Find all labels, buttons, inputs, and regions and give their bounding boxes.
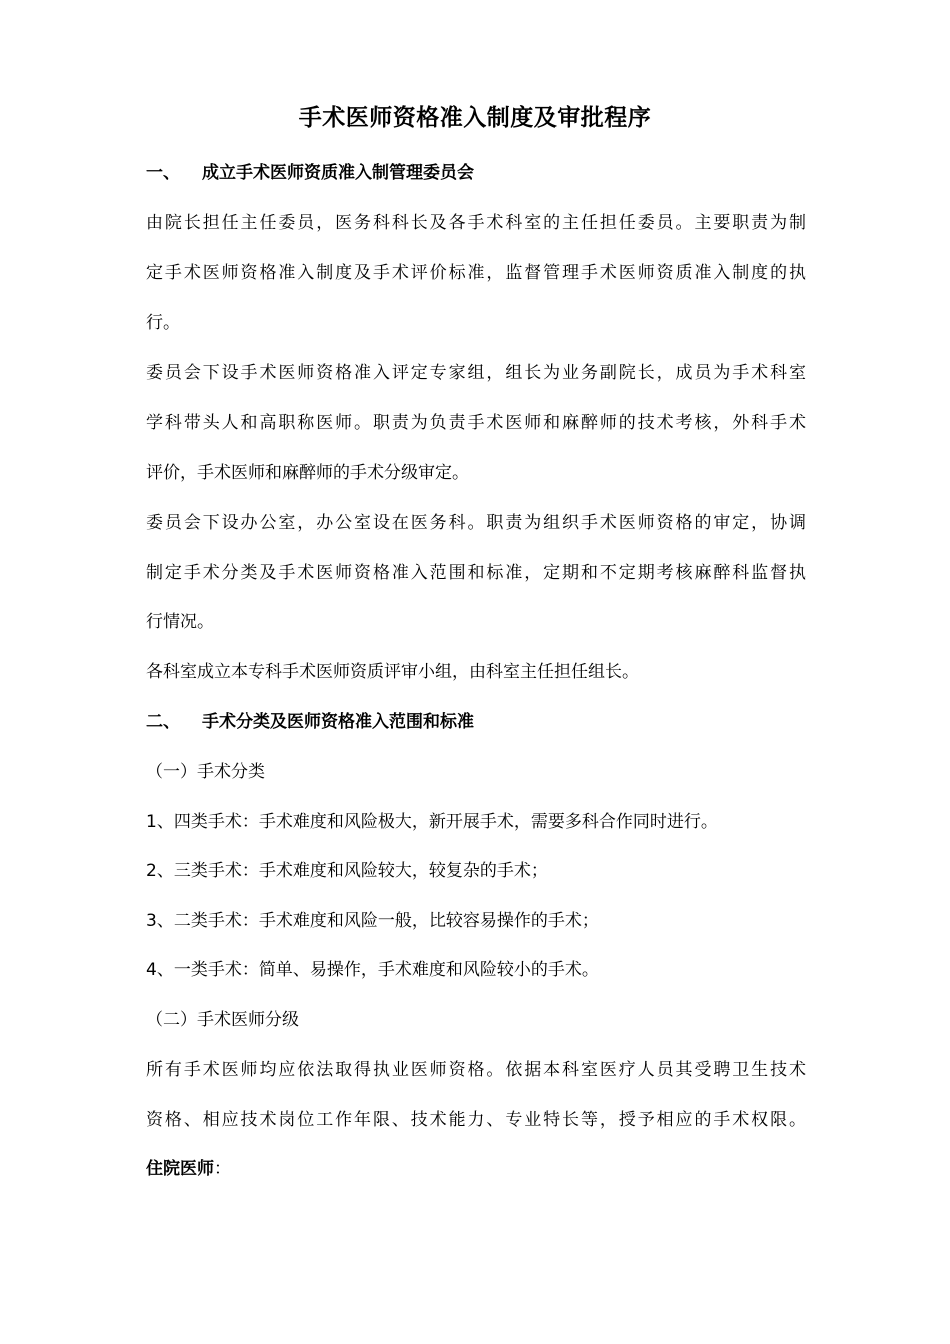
paragraph-line: 行情况。: [146, 612, 214, 632]
resident-colon: ：: [214, 1159, 231, 1179]
paragraph-line: 由院长担任主任委员，医务科科长及各手术科室的主任担任委员。主要职责为制: [146, 213, 806, 233]
section-title: 手术分类及医师资格准入范围和标准: [202, 712, 474, 732]
subsection-heading: （二）手术医师分级: [146, 1010, 299, 1030]
resident-heading: [146, 1154, 826, 1184]
section-heading-1: [146, 158, 826, 188]
paragraph-line: 学科带头人和高职称医师。职责为负责手术医师和麻醉师的技术考核，外科手术: [146, 413, 806, 433]
paragraph-line: 资格、相应技术岗位工作年限、技术能力、专业特长等，授予相应的手术权限。: [146, 1110, 806, 1130]
section-number: 二、: [146, 712, 180, 732]
section-title: 成立手术医师资质准入制管理委员会: [202, 163, 474, 183]
document-title: 手术医师资格准入制度及审批程序: [298, 105, 652, 131]
list-item: 2、三类手术：手术难度和风险较大，较复杂的手术；: [146, 861, 548, 881]
paragraph-line: 评价，手术医师和麻醉师的手术分级审定。: [146, 463, 469, 483]
list-item: 1、四类手术：手术难度和风险极大，新开展手术，需要多科合作同时进行。: [146, 812, 718, 832]
paragraph-line: 委员会下设手术医师资格准入评定专家组，组长为业务副院长，成员为手术科室: [146, 363, 806, 383]
section-number: 一、: [146, 163, 180, 183]
paragraph-line: 委员会下设办公室，办公室设在医务科。职责为组织手术医师资格的审定，协调: [146, 513, 806, 533]
paragraph-line: 定手术医师资格准入制度及手术评价标准，监督管理手术医师资质准入制度的执: [146, 263, 806, 283]
resident-label: 住院医师: [146, 1159, 214, 1179]
list-item: 3、二类手术：手术难度和风险一般，比较容易操作的手术；: [146, 911, 599, 931]
paragraph-line: 行。: [146, 313, 180, 333]
list-item: 4、一类手术：简单、易操作，手术难度和风险较小的手术。: [146, 960, 599, 980]
paragraph-line: 所有手术医师均应依法取得执业医师资格。依据本科室医疗人员其受聘卫生技术: [146, 1060, 806, 1080]
paragraph-line: 各科室成立本专科手术医师资质评审小组，由科室主任担任组长。: [146, 662, 639, 682]
paragraph-line: 制定手术分类及手术医师资格准入范围和标准，定期和不定期考核麻醉科监督执: [146, 563, 806, 583]
subsection-heading: （一）手术分类: [146, 762, 265, 782]
section-heading-2: [146, 707, 826, 737]
